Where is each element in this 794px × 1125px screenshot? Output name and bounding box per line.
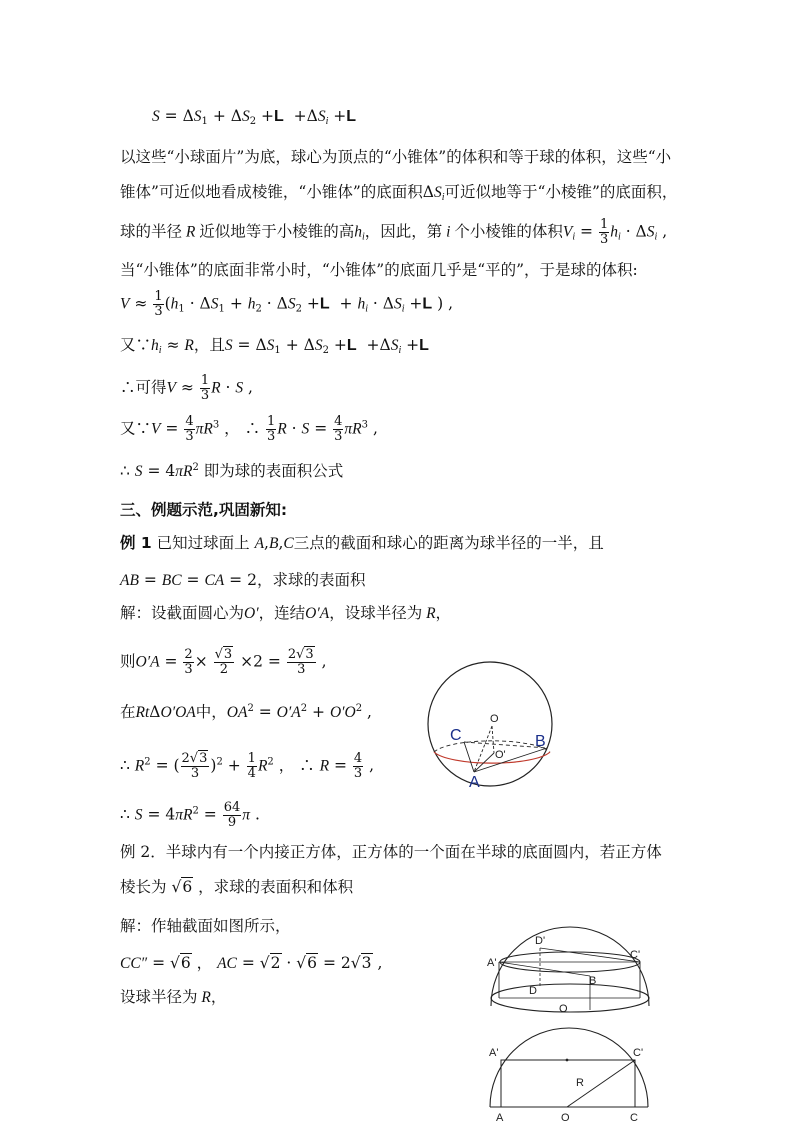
cube-edge-5	[540, 948, 640, 962]
text-seg: 近似地等于小棱锥的高	[199, 222, 355, 241]
label-O-prime: O'	[495, 749, 506, 761]
text-seg: 可近似地等于“小棱锥”的底面积，	[444, 183, 678, 201]
text-seg: 棱长为	[120, 878, 167, 896]
text-seg: 中，	[195, 703, 227, 721]
example-1-line-1: 例 1 已知过球面上 A,B,C三点的截面和球心的距离为球半径的一半，且	[120, 534, 604, 552]
solution-2-line-3: 设球半径为 R，	[120, 988, 227, 1006]
label-A-prime: A'	[487, 957, 497, 969]
label-O: O	[490, 713, 499, 725]
example-2-line-2: 棱长为 √6 ，求球的表面积和体积	[120, 878, 354, 896]
text-seg: 即为球的表面积公式	[203, 462, 344, 480]
label-A-prime: A'	[489, 1047, 499, 1059]
example-label: 例 1	[120, 534, 152, 552]
formula-volume-approx: V ≈ $\frac{1}{3}$ ($h_1 \cdot \Delta S_1 + h_2 \cdot \Delta S_2 +L + h_i \cdot \Delta S_i +L$ ) ,	[120, 289, 454, 319]
label-C: C	[630, 1112, 638, 1124]
text-seg: 则	[120, 652, 136, 671]
label-C-prime: C'	[630, 949, 641, 961]
example-2-line-1: 例 2．半球内有一个内接正方体，正方体的一个面在半球的底面圆内，若正方体	[120, 843, 662, 861]
sphere-figure	[422, 660, 562, 790]
label-D-prime: D'	[535, 935, 546, 947]
solution-1-line-2: 则O′A = $\frac{2}{3}$ × $\frac{√3}{2}$ ×2 = $\frac{2√3}{3}$ ,	[120, 647, 327, 677]
text-line-9: 又∵V = $\frac{4}{3}$ $\pi R^3$ ， ∴ $\frac{1}{3}$ R · S = $\frac{4}{3}$ $\pi R^3$ ,	[120, 414, 378, 444]
text-seg: 锥体”可近似地看成棱锥，“小锥体”的底面积	[120, 183, 423, 201]
text-seg: ，设球半径为	[329, 604, 423, 622]
text-seg: ，且	[193, 336, 225, 354]
text-seg: 又∵	[120, 419, 152, 438]
segment-OA	[474, 726, 492, 772]
text-seg: 在	[120, 703, 136, 721]
text-line-5: 当“小锥体”的底面非常小时，“小锥体”的底面几乎是“平的”，于是球的体积:	[120, 261, 638, 279]
hemisphere-dome	[491, 927, 649, 1006]
cube-edge-6	[499, 962, 590, 976]
text-line-4: 球的半径 R 近似地等于小棱锥的高$h_i$，因此，第 i 个小棱锥的体积$V_i$ = $\frac{1}{3}$ $h_i \cdot \Delta S_i$ ,	[120, 217, 668, 247]
text-line-7: 又$\because h_i \approx R$，且$S = \Delta S_1 + \Delta S_2 +L +\Delta S_i +L$	[120, 336, 429, 356]
label-B: B	[535, 733, 546, 750]
solution-1-line-3: 在RtΔO′OA中，$OA^2 = O'A^2 + O'O^2$ ,	[120, 703, 372, 721]
label-O: O	[561, 1112, 570, 1124]
label-B: B	[589, 975, 597, 987]
label-D: D	[529, 985, 537, 997]
section-ellipse-front	[434, 752, 550, 763]
text-line-10: ∴ $S = 4\pi R^2$ 即为球的表面积公式	[120, 462, 344, 480]
formula-surface-sum: $S = \Delta S_1 + \Delta S_2 +L +\Delta S_i +L$	[152, 107, 357, 127]
text-seg: 球的半径	[120, 222, 183, 241]
text-seg: ，因此，第	[364, 222, 443, 241]
segment-CA	[464, 742, 474, 772]
label-R: R	[576, 1077, 584, 1089]
text-line-2: 以这些“小球面片”为底，球心为顶点的“小锥体”的体积和等于球的体积，这些“小	[120, 148, 672, 166]
section-heading: 三、例题示范,巩固新知:	[120, 501, 288, 519]
segment-OOprime	[492, 726, 494, 753]
center-dot	[566, 1059, 569, 1062]
text-seg: 又∵	[120, 336, 152, 354]
solution-1-line-5: ∴ $S = 4\pi R^2$ = $\frac{64}{9}$ π .	[120, 800, 260, 830]
text-line-3: 锥体”可近似地看成棱锥，“小锥体”的底面积$\Delta S_i$可近似地等于“小棱锥”的底面积，	[120, 183, 678, 203]
axial-section-figure	[484, 1015, 664, 1125]
solution-2-line-1: 解：作轴截面如图所示，	[120, 917, 291, 935]
solution-1-line-1: 解：设截面圆心为O′，连结O′A，设球半径为 R，	[120, 604, 452, 622]
text-seg: ，	[435, 604, 452, 622]
text-seg: ，求球的表面积	[256, 571, 366, 589]
text-seg: ，求球的表面积和体积	[198, 878, 354, 896]
label-A: A	[496, 1112, 504, 1124]
text-seg: 个小棱锥的体积	[454, 222, 563, 241]
text-line-8: ∴可得V ≈ $\frac{1}{3}$ R · S ,	[120, 373, 253, 403]
solution-1-line-4: ∴ $R^2$ = ( $\frac{2√3}{3}$ )$^2$ + $\frac{1}{4}$ $R^2$ ， ∴ R = $\frac{4}{3}$ ,	[120, 751, 375, 781]
text-seg: 已知过球面上	[156, 534, 250, 552]
text-seg: 三点的截面和球心的距离为球半径的一半，且	[293, 534, 604, 552]
segment-AB	[474, 748, 547, 772]
example-1-line-2: AB = BC = CA = 2，求球的表面积	[120, 571, 366, 589]
hemisphere-cube-figure	[485, 918, 655, 1018]
label-C-prime: C'	[633, 1047, 644, 1059]
label-C: C	[450, 727, 462, 744]
text-seg: 解：设截面圆心为	[120, 604, 245, 622]
inscribed-rectangle	[501, 1060, 635, 1107]
label-A: A	[469, 774, 480, 790]
solution-2-line-2: CC″ = √6 ， AC = √2 · √6 = 2√3 ,	[120, 954, 383, 972]
text-seg: ∴可得	[120, 378, 167, 397]
text-seg: 设球半径为	[120, 988, 198, 1006]
text-seg: ，连结	[258, 604, 306, 622]
label-O: O	[559, 1003, 568, 1015]
